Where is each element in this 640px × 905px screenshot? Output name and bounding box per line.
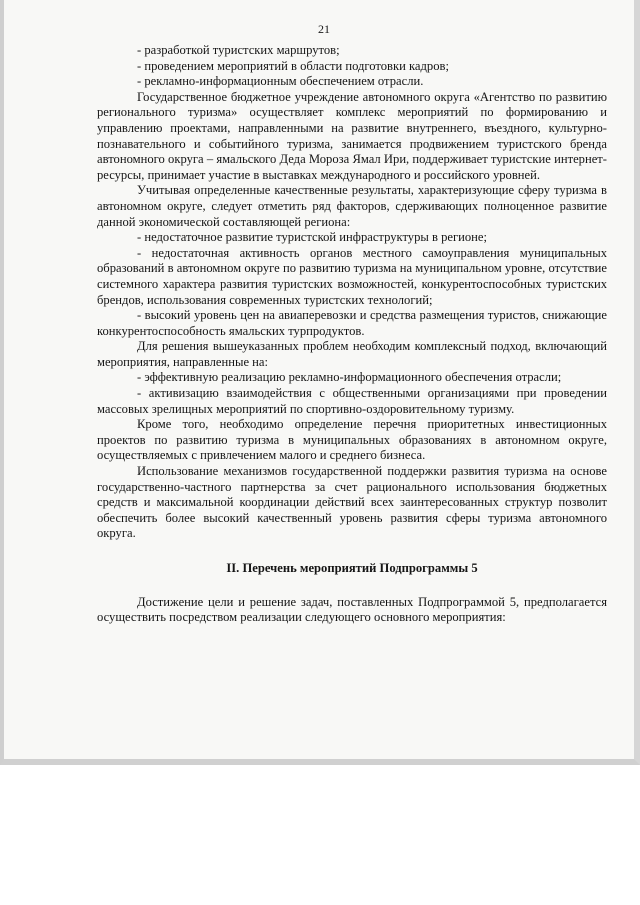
page-number: 21 (318, 22, 330, 36)
list-item: - разработкой туристских маршрутов; (137, 43, 340, 57)
list-item: - активизацию взаимодействия с общественными организациями при проведении массовых зрелищных мероприятий по спортивно-оздоровительному туризму. (97, 386, 607, 416)
section-title: II. Перечень мероприятий Подпрограммы 5 (226, 561, 478, 575)
list-item: - недостаточная активность органов местного самоуправления муниципальных образований в автономном округе по развитию туризма на муниципальном уровне, отсутствие системного характера развития туристских возможностей, конкурентоспособных туристских брендов, использования современных туристских технологий; (97, 245, 607, 307)
document-body (97, 43, 607, 626)
list-item: - проведением мероприятий в области подготовки кадров; (137, 58, 449, 73)
paragraph: Для решения вышеуказанных проблем необходим комплексный подход, включающий мероприятия, направленные на: (97, 339, 607, 369)
paragraph: Государственное бюджетное учреждение автономного округа «Агентство по развитию регионального туризма» осуществляет комплекс мероприятий по формированию и управлению проектами, направленными на развитие внутреннего, въездного, культурно-познавательного и событийного туризма, занимается продвижением туристского бренда автономного округа – ямальского Деда Мороза Ямал Ири, поддерживает туристские интернет-ресурсы, принимает участие в выставках международного и российского уровней. (97, 89, 607, 182)
paragraph: Использование механизмов государственной поддержки развития туризма на основе государственно-частного партнерства за счет рационального использования бюджетных средств и максимальной координации действий всех заинтересованных структур позволит обеспечить более высокий качественный уровень развития сферы туризма автономного округа. (97, 464, 607, 541)
paragraph: Кроме того, необходимо определение перечня приоритетных инвестиционных проектов по развитию туризма в муниципальных образованиях в автономном округе, осуществляемых с привлечением малого и среднего бизнеса. (97, 417, 607, 463)
list-item: - высокий уровень цен на авиаперевозки и средства размещения туристов, снижающие конкурентоспособность ямальских турпродуктов. (97, 308, 607, 338)
list-item: - недостаточное развитие туристской инфраструктуры в регионе; (137, 230, 488, 245)
paragraph: Учитывая определенные качественные результаты, характеризующие сферу туризма в автономном округе, следует отметить ряд факторов, сдерживающих полноценное развитие данной экономической составляющей региона: (97, 183, 607, 229)
list-item: - рекламно-информационным обеспечением отрасли. (137, 74, 424, 89)
paragraph: Достижение цели и решение задач, поставленных Подпрограммой 5, предполагается осуществить посредством реализации следующего основного мероприятия: (97, 594, 607, 625)
page-margin-blank (0, 765, 640, 905)
list-item: - эффективную реализацию рекламно-информационного обеспечения отрасли; (137, 370, 562, 385)
